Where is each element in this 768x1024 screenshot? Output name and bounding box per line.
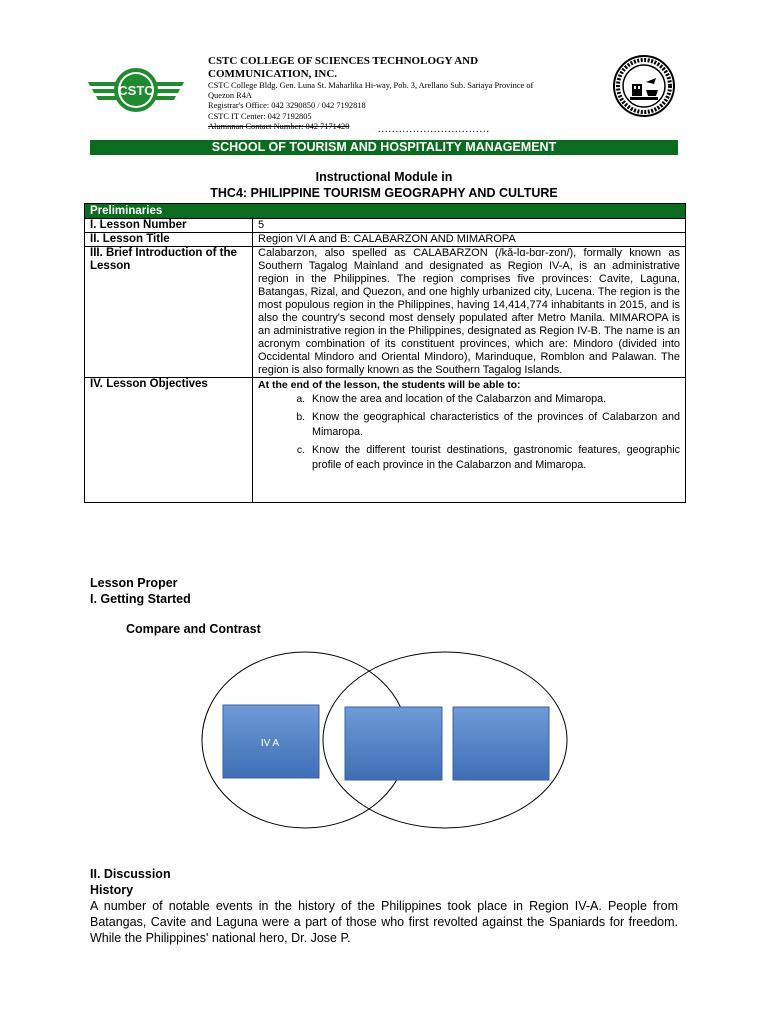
objective-item: b. Know the geographical characteristics of the provinces of Calabarzon and Mimaropa. (308, 410, 680, 440)
table-row (85, 247, 686, 378)
college-name-line2: COMMUNICATION, INC. (208, 68, 338, 80)
venn-box-label: IV A (260, 738, 280, 749)
registrar-contact: Registrar's Office: 042 3290850 / 042 7192818 (208, 101, 366, 111)
logo-text: CSTC (118, 83, 154, 98)
objectives-lead: At the end of the lesson, the students will be able to: (258, 379, 521, 391)
intro-label: III. Brief Introduction of the Lesson (85, 247, 253, 378)
college-name-line1: CSTC COLLEGE OF SCIENCES TECHNOLOGY AND (208, 55, 479, 67)
objectives-cell (253, 378, 686, 503)
lesson-number-value: 5 (253, 219, 686, 233)
objectives-label: IV. Lesson Objectives (85, 378, 253, 503)
lesson-title-value: Region VI A and B: CALABARZON AND MIMAROPA (253, 233, 686, 247)
it-center-contact: CSTC IT Center: 042 7192805 (208, 111, 312, 121)
preliminaries-table (84, 203, 686, 503)
lesson-title-label: II. Lesson Title (85, 233, 253, 247)
address-line1: CSTC College Bldg. Gen. Luna St. Maharlika Hi-way, Pob. 3, Arellano Sub. Sariaya Province of (208, 81, 534, 90)
school-banner: SCHOOL OF TOURISM AND HOSPITALITY MANAGEMENT (90, 140, 678, 155)
history-paragraph: A number of notable events in the history of the Philippines took place in Region IV-A. People from Batangas, Cavite and Laguna were a part of those who first revolted against the Spaniards for freedom. While the Philippines' national hero, Dr. Jose P. (90, 899, 678, 945)
table-row (85, 233, 686, 247)
objective-item: a. Know the area and location of the Calabarzon and Mimaropa. (308, 392, 680, 407)
module-title: THC4: PHILIPPINE TOURISM GEOGRAPHY AND CULTURE (210, 186, 558, 200)
venn-box-right (453, 707, 549, 780)
getting-started-heading: I. Getting Started (90, 592, 191, 606)
objectives-list (258, 392, 680, 473)
preliminaries-heading: Preliminaries (85, 204, 686, 219)
alumni-contact: Alumnnan Contact Number: 042 7171420 (208, 121, 350, 131)
cstc-logo (86, 60, 186, 120)
table-row (85, 219, 686, 233)
discussion-heading: II. Discussion (90, 867, 171, 881)
history-heading: History (90, 883, 134, 897)
table-row (85, 378, 686, 503)
venn-diagram (200, 650, 580, 830)
dotted-line: ................................ (378, 124, 490, 135)
intro-text: Calabarzon, also spelled as CALABARZON (/kǎ-lɑ-bɑr-zon/), formally known as Southern Tagalog Mainland and designated as Region IV-A, is an administrative region in the Philippines. The region comprises five provinces: Cavite, Laguna, Batangas, Rizal, and Quezon, and one highly urbanized city, Lucena. The region is the most populous region in the Philippines, having 14,414,774 inhabitants in 2015, and is also the country's second most densely populated after Metro Manila. MIMAROPA is an administrative region in the Philippines, designated as Region IV-B. The name is an acronym combination of its constituent provinces, which are: Mindoro (divided into Occidental Mindoro and Oriental Mindoro), Marinduque, Romblon and Palawan. The region is also formally known as the Southern Tagalog Islands. (253, 247, 686, 378)
table-header-row (85, 204, 686, 219)
compare-contrast-heading: Compare and Contrast (126, 622, 261, 636)
address-line2: Quezon R4A (208, 91, 252, 101)
objective-item: c. Know the different tourist destinations, gastronomic features, geographic profile of each province in the Calabarzon and Mimaropa. (308, 443, 680, 473)
module-label: Instructional Module in (315, 170, 453, 184)
college-info (208, 55, 608, 132)
venn-box-middle (345, 707, 442, 780)
lesson-proper-heading: Lesson Proper (90, 576, 178, 590)
tourism-seal-logo (612, 54, 676, 118)
lesson-number-label: I. Lesson Number (85, 219, 253, 233)
